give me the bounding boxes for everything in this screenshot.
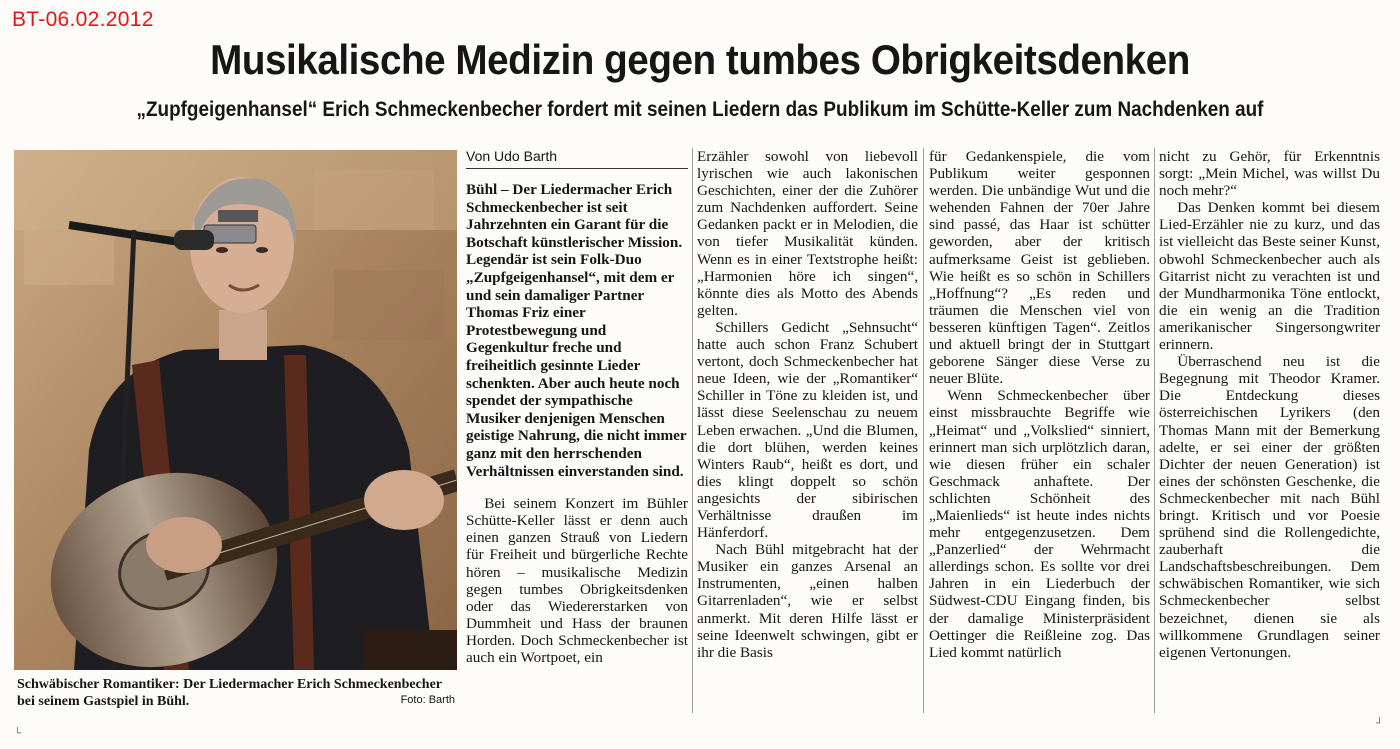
crop-mark: └ (14, 728, 22, 739)
lead-paragraph: Bühl – Der Liedermacher Erich Schmeckenbecher ist seit Jahrzehnten ein Garant für die Botschaft künstlerischer Mission. Legendär ist sein Folk-Duo „Zupfgeigenhansel“, mit dem er und sein damaliger Partner Thomas Friz einer Protestbewegung und Gegenkultur freche und freiheitlich gesinnte Lieder schenkten. Aber auch heute noch spendet der sympathische Musiker denjenigen Menschen geistige Nahrung, die nicht immer ganz mit den herrschenden Verhältnissen einverstanden sind. (466, 181, 687, 480)
photo-caption-text: Schwäbischer Romantiker: Der Liedermacher Erich Schmeckenbecher bei seinem Gastspiel in Bühl. (17, 677, 442, 709)
article-photo (14, 150, 457, 670)
musician-photo-illustration (14, 150, 457, 670)
column-divider (1154, 148, 1155, 713)
byline: Von Udo Barth (466, 148, 688, 169)
article-column-4 (1159, 148, 1380, 713)
body-paragraph: nicht zu Gehör, für Erkenntnis sorgt: „Mein Michel, was willst Du noch mehr?“ (1159, 148, 1380, 200)
body-paragraph: Erzähler sowohl von liebevoll lyrischen wie auch lakonischen Geschichten, einer der die Zuhörer zum Nachdenken auffordert. Seine Gedanken packt er in Melodien, die von tiefer Musikalität künden. Wenn es in einer Textstrophe heißt: „Harmonien höre ich singen“, könnte dies als Motto des Abends gelten. (697, 148, 918, 319)
photo-credit: Foto: Barth (400, 694, 455, 706)
column-divider (923, 148, 924, 713)
article-column-2 (697, 148, 918, 713)
body-paragraph: Das Denken kommt bei diesem Lied-Erzähler nie zu kurz, und das ist vielleicht das Beste seiner Kunst, obwohl Schmeckenbecher auch als Gitarrist nicht zu verachten ist und der Mundharmonika Töne entlockt, die ein wenig an die Tradition amerikanischer Singersongwriter erinnern. (1159, 199, 1380, 354)
body-paragraph: Überraschend neu ist die Begegnung mit Theodor Kramer. Die Entdeckung dieses österreichischen Lyrikers (den Thomas Mann mit der Bemerkung adelte, er sei einer der größten Dichter der neuen Generation) ist eines der schönsten Geschenke, die Schmeckenbecher mit nach Bühl bringt. Kritisch und vor Poesie sprühend sind die Rollengedichte, zauberhaft die Landschaftsbeschreibungen. Dem schwäbischen Romantiker, wie sich Schmeckenbecher selbst bezeichnet, dienen sie als willkommene Grundlagen seiner eigenen Vertonungen. (1159, 353, 1380, 661)
article-column-3 (929, 148, 1150, 713)
article-subheadline: „Zupfgeigenhansel“ Erich Schmeckenbecher fordert mit seinen Liedern das Publikum im Schütte-Keller zum Nachdenken auf (136, 98, 1264, 121)
body-paragraph: Schillers Gedicht „Sehnsucht“ hatte auch schon Franz Schubert vertont, doch Schmeckenbecher hat neue Ideen, wie der „Romantiker“ Schiller in Töne zu kleiden ist, und lässt diese Seelenschau zu neuem Leben erwachen. „Und die Blumen, die dort blühen, werden keines Winters Raub“, heißt es dort, und dies klingt doppelt so schön angesichts der sibirischen Verhältnisse draußen im Hänferdorf. (697, 318, 918, 542)
body-paragraph: Wenn Schmeckenbecher über einst missbrauchte Begriffe wie „Heimat“ und „Volkslied“ sinniert, erinnert man sich urplötzlich daran, wie diesen früher ein schaler Geschmack anhaftete. Der schlichten Schönheit des „Maienlieds“ ist heute indes nichts mehr entgegenzusetzen. Dem „Panzerlied“ der Wehrmacht allerdings schon. Es sollte vor drei Jahren in ein Liederbuch der Südwest-CDU Eingang finden, bis der damalige Ministerpräsident Oettinger die Reißleine zog. Das Lied kommt natürlich (929, 387, 1150, 661)
photo-caption (17, 676, 455, 710)
body-paragraph: Nach Bühl mitgebracht hat der Musiker ein ganzes Arsenal an Instrumenten, „einen halben Gitarrenladen“, wie er selbst anmerkt. Mit deren Hilfe lässt er seine Ideenwelt schwingen, gibt er ihr die Basis (697, 541, 918, 661)
date-stamp: BT-06.02.2012 (12, 8, 154, 31)
body-paragraph: Bei seinem Konzert im Bühler Schütte-Keller lässt er denn auch einen ganzen Strauß von Liedern für Freiheit und bürgerliche Rechte hören – musikalische Medizin gegen tumbes Obrigkeitsdenken oder das Wiedererstarken von Dummheit und Hass der braunen Horden. Doch Schmeckenbecher ist auch ein Wortpoet, ein (466, 495, 688, 667)
article-column-1 (466, 148, 688, 713)
column-divider (692, 148, 693, 713)
body-paragraph: für Gedankenspiele, die vom Publikum weiter gesponnen werden. Die unbändige Wut und die wehenden Fahnen der 70er Jahre sind passé, das Haar ist schütter geworden, aber der kritisch aufmerksame Geist ist geblieben. Wie heißt es so schön in Schillers „Hoffnung“? „Es reden und träumen die Menschen viel von besseren künftigen Tagen“. Zeitlos und aktuell bringt der in Stuttgart geborene Sänger diese Verse zu neuer Blüte. (929, 148, 1150, 388)
article-headline: Musikalische Medizin gegen tumbes Obrigkeitsdenken (210, 36, 1190, 83)
crop-mark: ┘ (1376, 718, 1384, 729)
